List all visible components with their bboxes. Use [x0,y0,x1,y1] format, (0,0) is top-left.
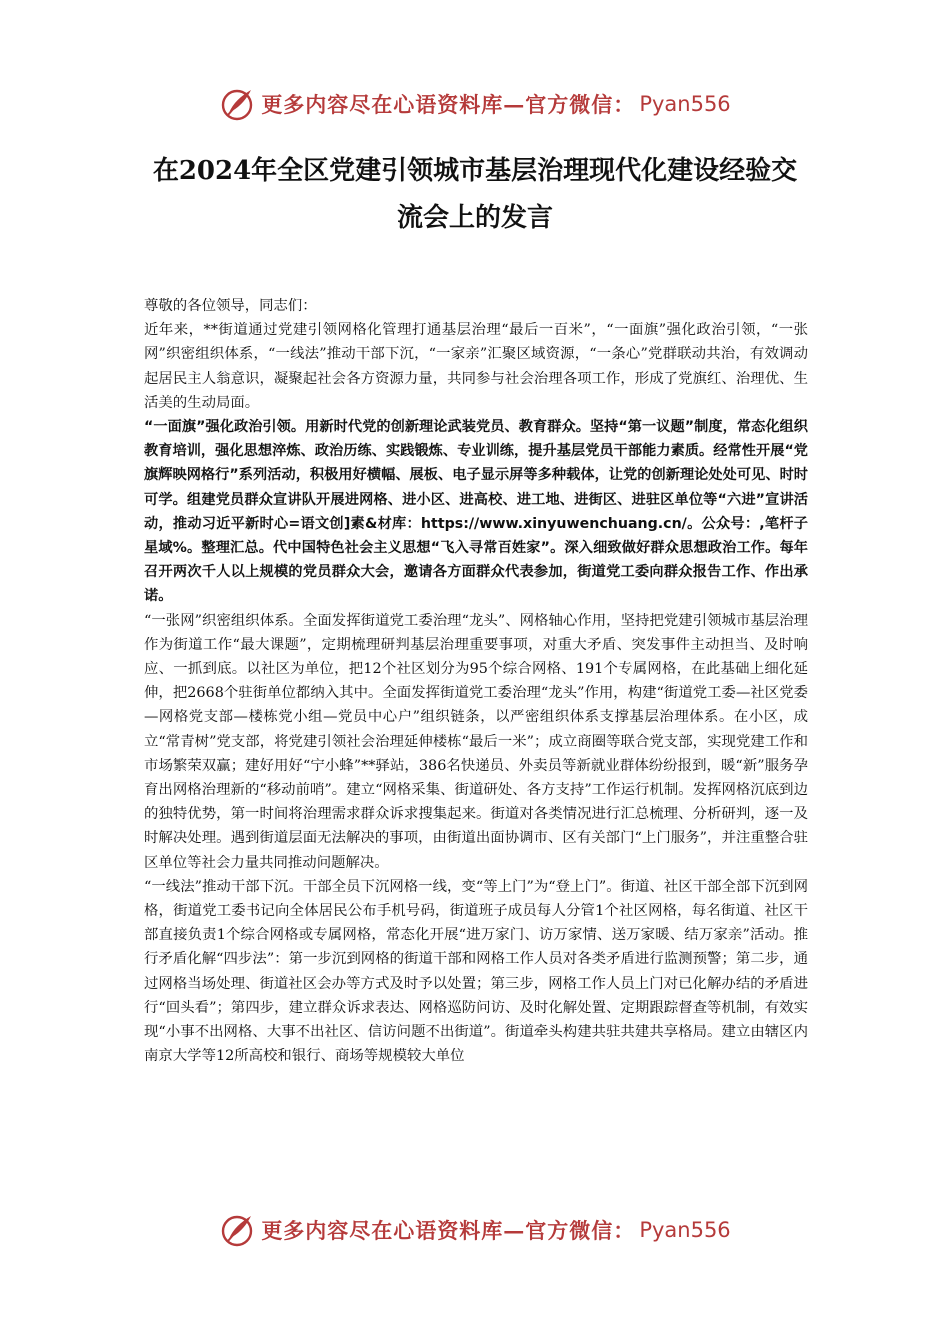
banner-text: 更多内容尽在心语资料库—官方微信： [261,92,636,117]
quill-logo-icon [219,1212,255,1248]
section-two-network-paragraph: “一张网”织密组织体系。全面发挥街道党工委治理“龙头”、网格轴心作用，坚持把党建引领城市基层治理作为街道工作“最大课题”，定期梳理研判基层治理重要事项，对重大矛盾、突发事件主动担当、及时响应、一抓到底。以社区为单位，把12个社区划分为95个综合网格、191个专属网格，在此基础上细化延伸，把2668个驻街单位都纳入其中。全面发挥街道党工委治理“龙头”作用，构建“街道党工委—社区党委—网格党支部—楼栋党小组—党员中心户”组织链条，以严密组织体系支撑基层治理体系。在小区，成立“常青树”党支部，将党建引领社会治理延伸楼栋“最后一米”；成立商圈等联合党支部，实现党建工作和市场繁荣双赢；建好用好“宁小蜂”**驿站，386名快递员、外卖员等新就业群体纷纷报到，暖“新”服务孕育出网格治理新的“移动前哨”。建立“网格采集、街道研处、各方支持”工作运行机制。发挥网格沉底到边的独特优势，第一时间将治理需求群众诉求搜集起来。街道对各类情况进行汇总梳理、分析研判，逐一及时解决处理。遇到街道层面无法解决的事项，由街道出面协调市、区有关部门“上门服务”，并注重整合驻区单位等社会力量共同推动问题解决。 [144,612,808,871]
document-body [144,294,808,1069]
banner-handle: Pyan556 [639,92,731,116]
intro-paragraph: 近年来，**街道通过党建引领网格化管理打通基层治理“最后一百米”，“一面旗”强化政治引领，“一张网”织密组织体系，“一线法”推动干部下沉，“一家亲”汇聚区域资源，“一条心”党群联动共治，有效调动起居民主人翁意识，凝聚起社会各方资源力量，共同参与社会治理各项工作，形成了党旗红、治理优、生活美的生动局面。 [144,322,808,411]
header-banner [0,84,950,124]
footer-banner-handle: Pyan556 [639,1218,731,1242]
footer-banner-text: 更多内容尽在心语资料库—官方微信： [261,1218,636,1243]
footer-banner [0,1210,950,1250]
section-one-flag-paragraph: “一面旗”强化政治引领。用新时代党的创新理论武装党员、教育群众。坚持“第一议题”制度，常态化组织教育培训，强化思想淬炼、政治历练、实践锻炼、专业训练，提升基层党员干部能力素质。经常性开展“党旗辉映网格行”系列活动，积极用好横幅、展板、电子显示屏等多种载体，让党的创新理论处处可见、时时可学。组建党员群众宣讲队开展进网格、进小区、进高校、进工地、进街区、进驻区单位等“六进”宣讲活动，推动习近平新时心=语文创]素&材库：https://www.xinyuwenchuang.cn/。公众号：,笔杆子星域%。整理汇总。代中国特色社会主义思想“飞入寻常百姓家”。深入细致做好群众思想政治工作。每年召开两次千人以上规模的党员群众大会，邀请各方面群众代表参加，街道党工委向群众报告工作、作出承诺。 [144,419,808,605]
quill-logo-icon [219,86,255,122]
section-three-frontline-paragraph: “一线法”推动干部下沉。干部全员下沉网格一线，变“等上门”为“登上门”。街道、社区干部全部下沉到网格，街道党工委书记向全体居民公布手机号码，街道班子成员每人分管1个社区网格，每名街道、社区干部直接负责1个综合网格或专属网格，常态化开展“进万家门、访万家情、送万家暖、结万家亲”活动。推行矛盾化解“四步法”：第一步沉到网格的街道干部和网格工作人员对各类矛盾进行监测预警；第二步，通过网格当场处理、街道社区会办等方式及时予以处置；第三步，网格工作人员上门对已化解办结的矛盾进行“回头看”；第四步，建立群众诉求表达、网格巡防问访、及时化解处置、定期跟踪督查等机制，有效实现“小事不出网格、大事不出社区、信访问题不出街道”。街道牵头构建共驻共建共享格局。建立由辖区内南京大学等12所高校和银行、商场等规模较大单位 [144,878,808,1065]
greeting-paragraph: 尊敬的各位领导，同志们： [144,298,317,314]
document-title: 在2024年全区党建引领城市基层治理现代化建设经验交流会上的发言 [152,156,798,233]
